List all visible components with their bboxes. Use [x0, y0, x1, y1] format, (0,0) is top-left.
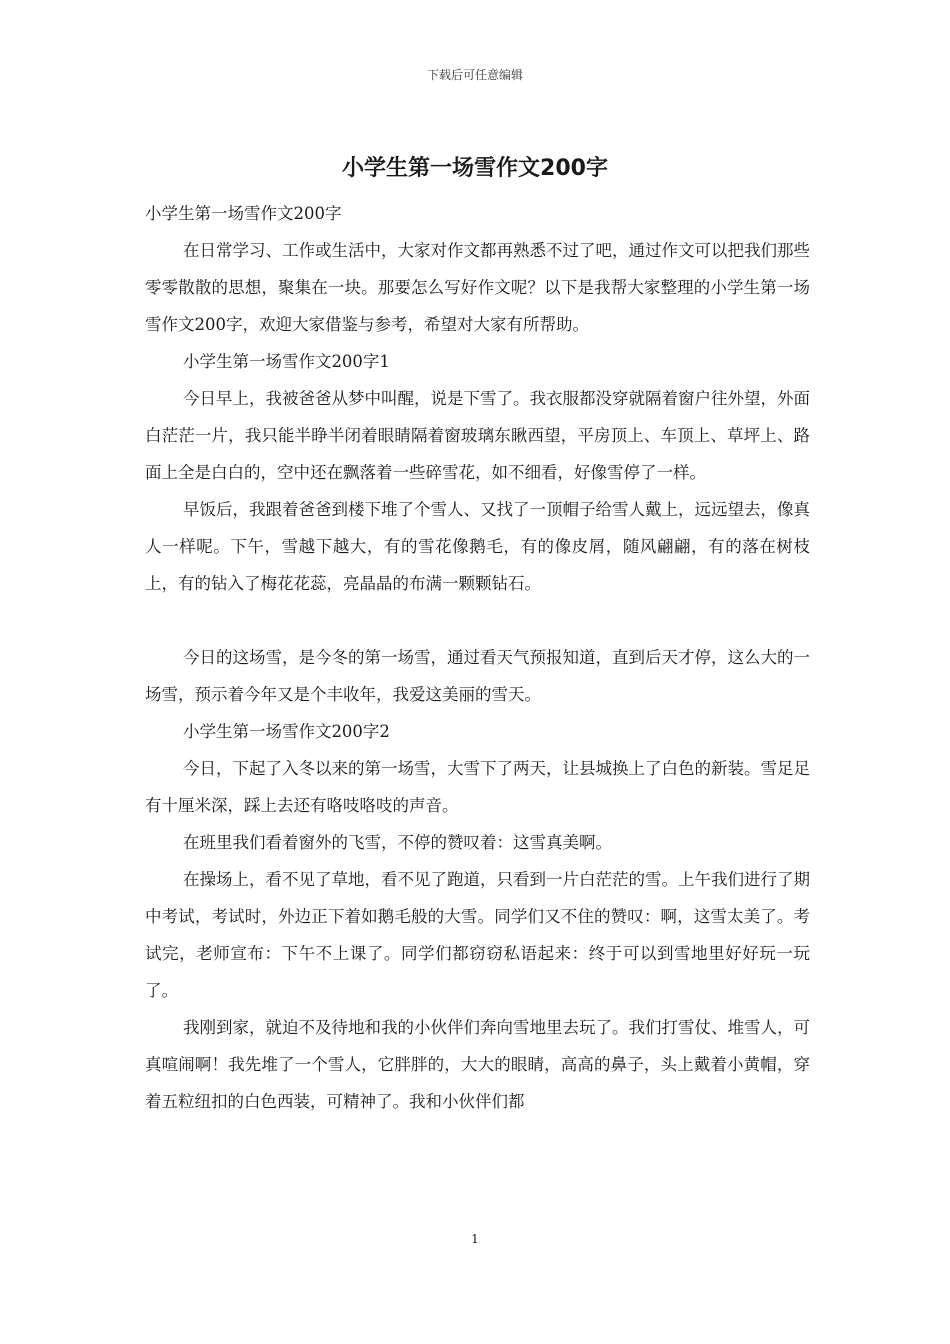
body-paragraph: 在操场上，看不见了草地，看不见了跑道，只看到一片白茫茫的雪。上午我们进行了期中考试，考试时，外边正下着如鹅毛般的大雪。同学们又不住的赞叹：啊，这雪太美了。考试完，老师宣布：下午不上课了。同学们都窃窃私语起来：终于可以到雪地里好好玩一玩了。 [145, 870, 810, 1000]
page-header: 下载后可任意编辑 [426, 68, 523, 82]
document-title: 小学生第一场雪作文200字 [342, 156, 608, 181]
page-number: 1 [471, 1232, 479, 1246]
body-paragraph: 今日早上，我被爸爸从梦中叫醒，说是下雪了。我衣服都没穿就隔着窗户往外望，外面白茫茫一片，我只能半睁半闭着眼睛隔着窗玻璃东瞅西望，平房顶上、车顶上、草坪上、路面上全是白白的，空中还在飘落着一些碎雪花，如不细看，好像雪停了一样。 [145, 389, 810, 482]
body-paragraph: 早饭后，我跟着爸爸到楼下堆了个雪人、又找了一顶帽子给雪人戴上，远远望去，像真人一样呢。下午，雪越下越大，有的雪花像鹅毛，有的像皮屑，随风翩翩，有的落在树枝上，有的钻入了梅花花蕊，亮晶晶的布满一颗颗钻石。 [145, 500, 810, 593]
body-paragraph: 今日，下起了入冬以来的第一场雪，大雪下了两天，让县城换上了白色的新装。雪足足有十厘米深，踩上去还有咯吱咯吱的声音。 [145, 759, 810, 815]
blank-line [145, 602, 810, 639]
subtitle-paragraph: 小学生第一场雪作文200字 [145, 204, 342, 223]
body-paragraph: 今日的这场雪，是今冬的第一场雪，通过看天气预报知道，直到后天才停，这么大的一场雪，预示着今年又是个丰收年，我爱这美丽的雪天。 [145, 648, 810, 704]
section-heading-1: 小学生第一场雪作文200字1 [182, 352, 390, 371]
intro-paragraph: 在日常学习、工作或生活中，大家对作文都再熟悉不过了吧，通过作文可以把我们那些零零散散的思想，聚集在一块。那要怎么写好作文呢？以下是我帮大家整理的小学生第一场雪作文200字，欢迎大家借鉴与参考，希望对大家有所帮助。 [145, 241, 810, 334]
body-paragraph: 我刚到家，就迫不及待地和我的小伙伴们奔向雪地里去玩了。我们打雪仗、堆雪人，可真喧闹啊！我先堆了一个雪人，它胖胖的，大大的眼睛，高高的鼻子，头上戴着小黄帽，穿着五粒纽扣的白色西装，可精神了。我和小伙伴们都 [145, 1018, 810, 1111]
body-paragraph: 在班里我们看着窗外的飞雪，不停的赞叹着：这雪真美啊。 [182, 833, 612, 852]
section-heading-2: 小学生第一场雪作文200字2 [182, 722, 390, 741]
document-body [145, 195, 810, 1120]
